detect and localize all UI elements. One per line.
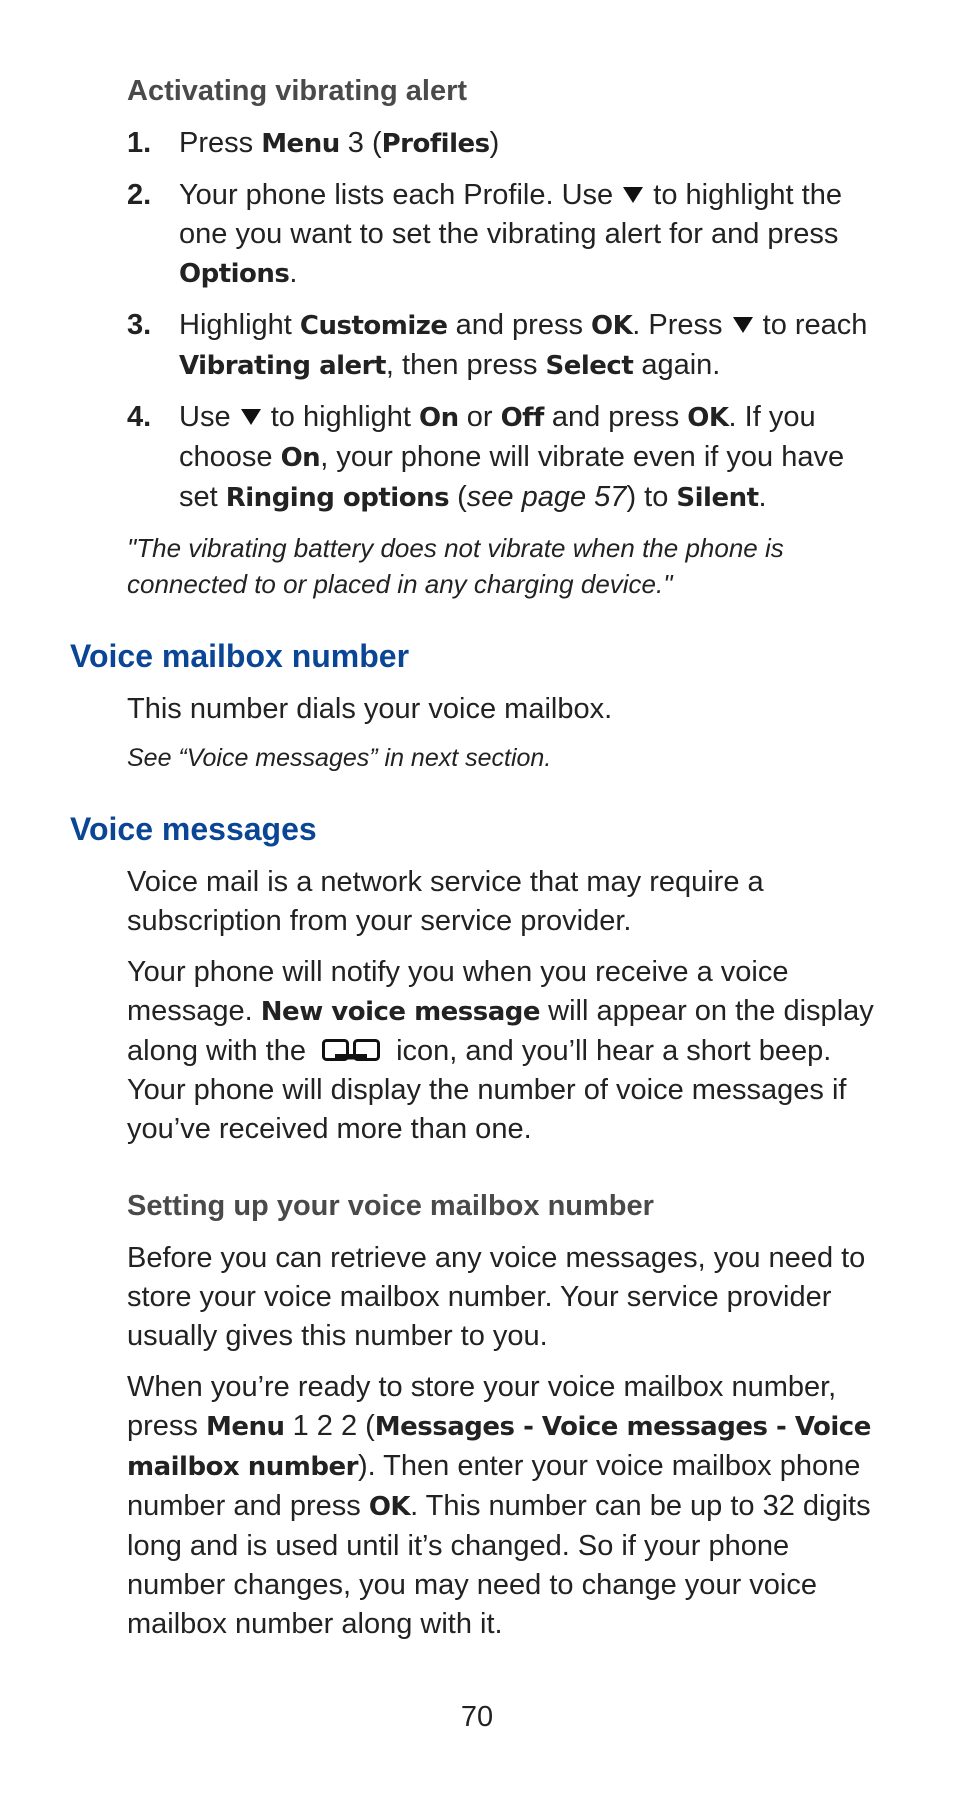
- select-key-label: Select: [545, 351, 634, 381]
- step-3: [127, 306, 879, 386]
- para-text: 1 2 2 (: [284, 1410, 375, 1442]
- step-text: again.: [633, 349, 721, 381]
- para-text: Your phone will notify you when you receive a voice message.: [127, 956, 789, 1027]
- setup-mailbox-heading: Setting up your voice mailbox number: [127, 1190, 654, 1222]
- on-option-label: On: [419, 403, 459, 433]
- page-content: [70, 74, 879, 1656]
- step-2: [127, 176, 879, 294]
- step-text: to highlight the one you want to set the vibrating alert for and press: [179, 179, 842, 250]
- step-text: , your phone will vibrate even if you have set: [179, 441, 845, 513]
- step-text: ) to: [626, 481, 677, 513]
- page-number: 70: [460, 1701, 494, 1733]
- ok-key-label: OK: [591, 311, 633, 341]
- on-option-label: On: [280, 443, 321, 473]
- vibrating-note: "The vibrating battery does not vibrate when the phone is connected to or placed in any charging device.": [127, 533, 784, 599]
- para-text: . This number can be up to 32 digits long and is used until it’s changed. So if your phone number changes, you may need to change your voice mailbox number along with it.: [127, 1490, 871, 1640]
- vibrating-alert-menu-label: Vibrating alert: [179, 351, 386, 381]
- options-key-label: Options: [179, 259, 290, 289]
- step-text: . Press: [632, 309, 731, 341]
- step-text: Highlight: [179, 309, 300, 341]
- step-text: 3 (: [339, 127, 382, 159]
- step-text: to highlight: [262, 401, 420, 433]
- voice-messages-heading: Voice messages: [70, 811, 317, 847]
- step-text: , then press: [385, 349, 546, 381]
- step-number: 3.: [127, 309, 152, 341]
- ok-key-label: OK: [687, 403, 729, 433]
- step-text: .: [289, 257, 298, 289]
- ringing-options-label: Ringing options: [225, 483, 450, 513]
- step-number: 2.: [127, 179, 152, 211]
- profiles-menu-label: Profiles: [381, 129, 490, 159]
- silent-option-label: Silent: [676, 483, 759, 513]
- see-reference: See “Voice messages” in next section.: [127, 744, 552, 772]
- step-text: and press: [543, 401, 688, 433]
- step-text: .: [758, 481, 767, 513]
- para-text: will appear on the display along with the: [127, 995, 874, 1067]
- para-text: icon, and you’ll hear a short beep. Your phone will display the number of voice messages if you’ve received more than one.: [127, 1035, 847, 1145]
- menu-key-label: Menu: [261, 129, 340, 159]
- new-voice-message-label: New voice message: [260, 997, 541, 1027]
- down-arrow-icon: [623, 187, 643, 203]
- para-text: ). Then enter your voice mailbox phone number and press: [127, 1450, 861, 1522]
- step-text: Your phone lists each Profile. Use: [179, 179, 622, 211]
- voice-mailbox-number-text: This number dials your voice mailbox.: [127, 693, 613, 725]
- vibrating-alert-steps: [127, 124, 879, 518]
- step-text: to reach: [754, 309, 868, 341]
- off-option-label: Off: [500, 403, 544, 433]
- voice-messages-notify: [127, 953, 879, 1149]
- para-text: When you’re ready to store your voice mailbox number, press: [127, 1371, 837, 1442]
- setup-mailbox-instructions: [127, 1368, 879, 1644]
- step-1: [127, 124, 879, 164]
- menu-key-label: Menu: [205, 1412, 285, 1442]
- vibrating-alert-heading: Activating vibrating alert: [127, 75, 468, 107]
- voice-messages-intro: Voice mail is a network service that may require a subscription from your service provider.: [127, 866, 764, 937]
- page-reference: see page 57: [466, 481, 627, 513]
- step-number: 1.: [127, 127, 152, 159]
- down-arrow-icon: [733, 317, 753, 333]
- step-text: Use: [179, 401, 239, 433]
- customize-menu-label: Customize: [299, 311, 448, 341]
- step-text: and press: [447, 309, 592, 341]
- step-text: or: [458, 401, 501, 433]
- menu-path-label: Messages - Voice messages - Voice mailbox number: [127, 1412, 871, 1482]
- ok-key-label: OK: [368, 1492, 411, 1522]
- step-4: [127, 398, 879, 518]
- step-text: ): [489, 127, 500, 159]
- voicemail-icon: [322, 1039, 380, 1061]
- step-text: . If you choose: [179, 401, 816, 473]
- down-arrow-icon: [241, 409, 261, 425]
- step-text: Press: [179, 127, 262, 159]
- voice-mailbox-number-heading: Voice mailbox number: [70, 638, 410, 674]
- setup-mailbox-intro: Before you can retrieve any voice messages, you need to store your voice mailbox number. Your service provider usually gives this number to you.: [127, 1242, 866, 1352]
- step-text: (: [449, 481, 467, 513]
- step-number: 4.: [127, 401, 152, 433]
